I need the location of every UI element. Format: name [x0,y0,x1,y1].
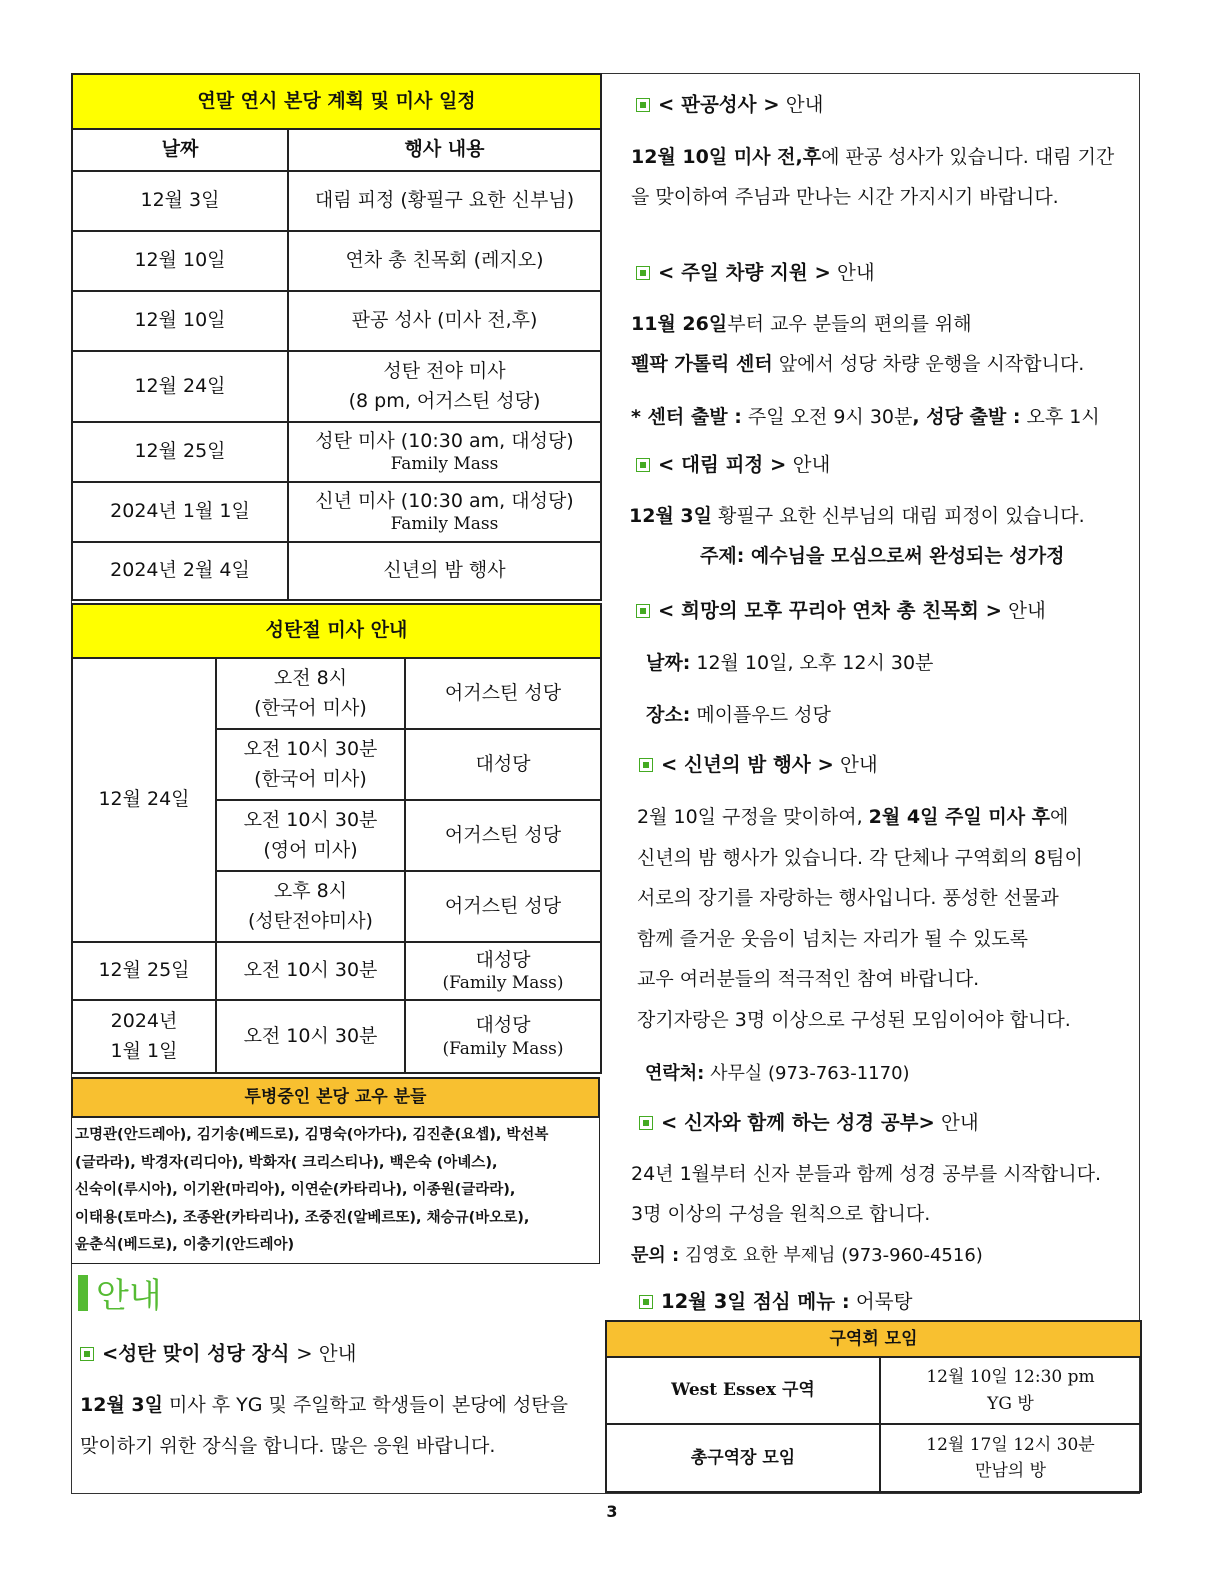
christmas-date-year: 2024년 [110,1010,178,1033]
district-table [605,1320,1142,1493]
shuttle-title: < 주일 차량 지원 > 안내 [636,257,875,285]
christmas-place: 어거스틴 성당 [405,871,601,942]
table-row [606,1424,1141,1492]
schedule-event: 연차 총 친목회 (레지오) [288,231,601,291]
shuttle-line-3: * 센터 출발 : 주일 오전 9시 30분, 성당 출발 : 오후 1시 [631,406,1100,428]
district-info-line: YG 방 [987,1393,1034,1414]
schedule-event: 판공 성사 (미사 전,후) [288,291,601,351]
retreat-line-1: 12월 3일 황필구 요한 신부님의 대림 피정이 있습니다. [629,505,1085,527]
decor-line-1: 12월 3일 미사 후 YG 및 주일학교 학생들이 본당에 성탄을 [80,1394,569,1416]
decor-title: <성탄 맞이 성당 장식 > 안내 [80,1338,356,1366]
table-row [72,171,601,231]
checkbox-icon [636,98,650,112]
retreat-title: < 대림 피정 > 안내 [636,449,830,477]
table-row [606,1357,1141,1424]
table-row [72,291,601,351]
checkbox-icon [639,758,653,772]
christmas-place [405,1000,601,1073]
schedule-title: 연말 연시 본당 계획 및 미사 일정 [72,74,601,129]
district-title: 구역회 모임 [606,1321,1141,1357]
christmas-place-sub: (Family Mass) [442,1038,564,1059]
schedule-event: 대림 피정 (황필구 요한 신부님) [288,171,601,231]
schedule-event-main: 성탄 미사 (10:30 am, 대성당) [315,429,574,452]
table-row [72,351,601,422]
christmas-date-day: 1월 1일 [110,1039,178,1062]
schedule-event [288,351,601,422]
shuttle-line-2: 펠팍 가톨릭 센터 앞에서 성당 차량 운행을 시작합니다. [631,353,1085,375]
schedule-date: 12월 24일 [72,351,288,422]
christmas-title: 성탄절 미사 안내 [72,604,601,658]
schedule-event-sub: Family Mass [390,514,499,535]
patients-line: 고명관(안드레아), 김기송(베드로), 김명숙(아가다), 김진춘(요셉), 박선복 [75,1127,549,1143]
newyear-line-5: 교우 여러분들의 적극적인 참여 바랍니다. [637,968,980,990]
schedule-date: 12월 10일 [72,291,288,351]
district-info [880,1357,1141,1424]
schedule-date: 2024년 2월 4일 [72,542,288,600]
heading-bar-icon [78,1275,88,1311]
christmas-table [71,603,602,1074]
christmas-place: 어거스틴 성당 [405,800,601,871]
patients-line: 신숙이(루시아), 이기완(마리아), 이연순(카타리나), 이종원(글라라), [75,1182,516,1198]
patients-line: 이태용(토마스), 조종완(카타리나), 조중진(알베르또), 채승규(바오로), [75,1209,530,1226]
bible-title: < 신자와 함께 하는 성경 공부> 안내 [639,1107,979,1135]
left-column [71,73,600,1264]
schedule-event: 신년의 밤 행사 [288,542,601,600]
table-row [72,942,601,1000]
christmas-time-main: 오전 10시 30분 [243,738,378,761]
newyear-line-2: 신년의 밤 행사가 있습니다. 각 단체나 구역회의 8팀이 [637,847,1083,869]
christmas-time-main: 오후 8시 [273,880,348,903]
schedule-date: 12월 10일 [72,231,288,291]
christmas-time: 오전 10시 30분 [216,1000,405,1073]
decor-line-2: 맞이하기 위한 장식을 합니다. 많은 응원 바랍니다. [80,1435,496,1457]
christmas-place-sub: (Family Mass) [442,973,564,994]
christmas-time [216,729,405,800]
district-name: 총구역장 모임 [606,1424,880,1492]
bible-contact: 문의 : 김영호 요한 부제님 (973-960-4516) [631,1245,983,1266]
district-block [605,1320,1140,1493]
schedule-date: 2024년 1월 1일 [72,482,288,542]
christmas-time [216,658,405,729]
schedule-date: 12월 3일 [72,171,288,231]
christmas-time: 오전 10시 30분 [216,942,405,1000]
district-info-line: 만남의 방 [974,1461,1047,1481]
schedule-event [288,422,601,482]
patients-list [71,1118,600,1264]
district-info [880,1424,1141,1492]
schedule-header-date: 날짜 [72,129,288,171]
shuttle-line-1: 11월 26일부터 교우 분들의 편의를 위해 [631,313,972,335]
patients-line: (글라라), 박경자(리디아), 박화자( 크리스티나), 백은숙 (아녜스), [75,1154,498,1171]
schedule-table [71,73,602,601]
christmas-lang: (한국어 미사) [254,767,367,790]
checkbox-icon [639,1295,653,1309]
newyear-line-3: 서로의 장기를 자랑하는 행사입니다. 풍성한 선물과 [637,887,1059,909]
checkbox-icon [639,1116,653,1130]
lunch-menu: 12월 3일 점심 메뉴 : 어묵탕 [639,1286,912,1314]
christmas-place [405,942,601,1000]
christmas-place-main: 대성당 [475,1014,531,1037]
schedule-event-main: 신년 미사 (10:30 am, 대성당) [315,489,574,512]
table-row [72,422,601,482]
checkbox-icon [636,266,650,280]
patients-table [71,1077,600,1118]
schedule-date: 12월 25일 [72,422,288,482]
reunion-title: < 희망의 모후 꾸리아 연차 총 친목회 > 안내 [636,595,1046,623]
christmas-place: 대성당 [405,729,601,800]
notice-heading-text: 안내 [96,1276,162,1316]
confession-title: < 판공성사 > 안내 [636,89,823,117]
confession-line-1: 12월 10일 미사 전,후에 판공 성사가 있습니다. 대림 기간 [631,146,1115,168]
confession-line-2: 을 맞이하여 주님과 만나는 시간 가지시기 바랍니다. [631,186,1059,208]
christmas-time-main: 오전 10시 30분 [243,809,378,832]
christmas-time [216,800,405,871]
district-name: West Essex 구역 [606,1357,880,1424]
bible-line-2: 3명 이상의 구성을 원칙으로 합니다. [631,1203,931,1225]
christmas-place-main: 대성당 [475,948,531,971]
reunion-place: 장소: 메이플우드 성당 [646,704,831,726]
bible-line-1: 24년 1월부터 신자 분들과 함께 성경 공부를 시작합니다. [631,1163,1102,1185]
patients-title: 투병중인 본당 교우 분들 [72,1078,599,1117]
christmas-lang: (성탄전야미사) [248,909,373,932]
page-number: 3 [606,1502,618,1521]
newyear-contact: 연락처: 사무실 (973-763-1170) [645,1063,910,1084]
table-row [72,542,601,600]
table-row [72,231,601,291]
table-row [72,1000,601,1073]
schedule-header-event: 행사 내용 [288,129,601,171]
christmas-time-main: 오전 8시 [273,667,348,690]
christmas-date [72,1000,216,1073]
schedule-event-sub: Family Mass [390,454,499,475]
district-info-line: 12월 10일 12:30 pm [926,1367,1095,1388]
newyear-line-4: 함께 즐거운 웃음이 넘치는 자리가 될 수 있도록 [637,928,1029,950]
christmas-date: 12월 24일 [72,658,216,942]
district-info-line: 12월 17일 12시 30분 [926,1434,1095,1455]
schedule-event-sub: (8 pm, 어거스틴 성당) [348,389,541,412]
schedule-event-main: 성탄 전야 미사 [383,360,506,383]
table-row [72,658,601,729]
patients-line: 윤춘식(베드로), 이충기(안드레아) [75,1237,295,1253]
table-row [72,482,601,542]
retreat-theme: 주제: 예수님을 모심으로써 완성되는 성가정 [700,545,1065,567]
newyear-line-1: 2월 10일 구정을 맞이하여, 2월 4일 주일 미사 후에 [637,806,1069,828]
notice-heading [78,1268,162,1317]
checkbox-icon [636,604,650,618]
christmas-date: 12월 25일 [72,942,216,1000]
christmas-time [216,871,405,942]
schedule-event [288,482,601,542]
christmas-lang: (영어 미사) [263,838,358,861]
checkbox-icon [636,458,650,472]
checkbox-icon [80,1347,94,1361]
reunion-date: 날짜: 12월 10일, 오후 12시 30분 [646,652,934,674]
christmas-place: 어거스틴 성당 [405,658,601,729]
newyear-line-6: 장기자랑은 3명 이상으로 구성된 모임이어야 합니다. [637,1009,1071,1031]
christmas-lang: (한국어 미사) [254,696,367,719]
newyear-title: < 신년의 밤 행사 > 안내 [639,749,878,777]
